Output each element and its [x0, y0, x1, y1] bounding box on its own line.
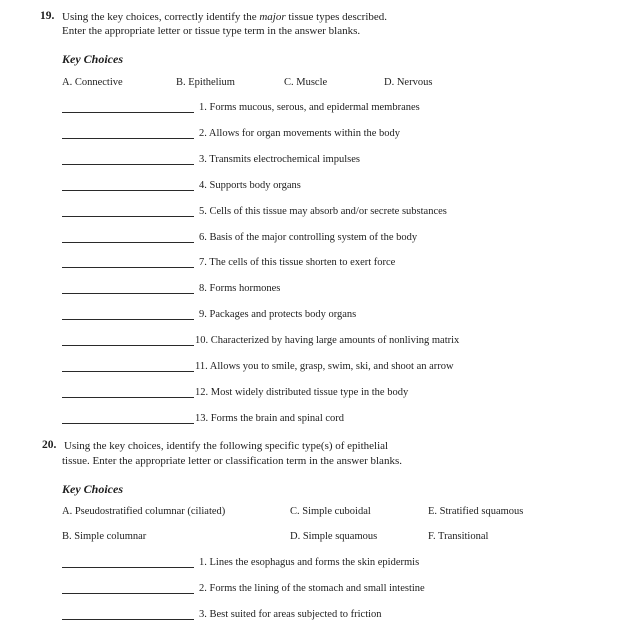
- q19-answer-blank[interactable]: [62, 319, 194, 320]
- q19-answer-blank[interactable]: [62, 138, 194, 139]
- q19-answer-blank[interactable]: [62, 164, 194, 165]
- q19-item-text: 7. The cells of this tissue shorten to exert force: [199, 257, 396, 269]
- q19-answer-blank[interactable]: [62, 397, 194, 398]
- q19-item-text: 12. Most widely distributed tissue type in the body: [195, 386, 409, 398]
- q20-choice-a: A. Pseudostratified columnar (ciliated): [62, 506, 226, 517]
- q20-choice-d: D. Simple squamous: [290, 531, 378, 542]
- q19-answer-blank[interactable]: [62, 345, 194, 346]
- q20-answer-blank[interactable]: [62, 619, 194, 620]
- q19-choice-d: D. Nervous: [384, 77, 433, 88]
- question-19-number: 19.: [40, 10, 55, 22]
- q20-answer-blank[interactable]: [62, 567, 194, 568]
- q19-item-text: 10. Characterized by having large amounts of nonliving matrix: [195, 335, 460, 347]
- q19-answer-blank[interactable]: [62, 267, 194, 268]
- question-20-instruction-line2: tissue. Enter the appropriate letter or classification term in the answer blanks.: [62, 455, 402, 467]
- q19-answer-blank[interactable]: [62, 242, 194, 243]
- q19-item-text: 3. Transmits electrochemical impulses: [199, 153, 360, 165]
- q19-answer-blank[interactable]: [62, 371, 194, 372]
- q20-choice-c: C. Simple cuboidal: [290, 506, 371, 517]
- q19-item-text: 5. Cells of this tissue may absorb and/or secrete substances: [199, 205, 447, 217]
- q19-answer-blank[interactable]: [62, 216, 194, 217]
- q19-item-text: 11. Allows you to smile, grasp, swim, ski, and shoot an arrow: [195, 361, 454, 372]
- q19-item-text: 2. Allows for organ movements within the body: [199, 127, 401, 139]
- q20-choice-b: B. Simple columnar: [62, 531, 147, 542]
- q19-choice-b: B. Epithelium: [176, 77, 235, 88]
- q20-item-text: 2. Forms the lining of the stomach and small intestine: [199, 583, 425, 594]
- q19-answer-blank[interactable]: [62, 112, 194, 113]
- question-19-instruction-line1: [62, 11, 387, 23]
- instr-emphasis: major: [259, 11, 286, 23]
- q19-item-text: 6. Basis of the major controlling system of the body: [199, 231, 418, 243]
- q19-item-text: 13. Forms the brain and spinal cord: [195, 412, 345, 424]
- q19-answer-blank[interactable]: [62, 293, 194, 294]
- q19-item-text: 4. Supports body organs: [199, 179, 301, 191]
- q20-item-text: 3. Best suited for areas subjected to friction: [199, 609, 382, 620]
- question-19-key-choices-heading: Key Choices: [62, 52, 123, 66]
- instr-post: tissue types described.: [285, 11, 388, 23]
- q19-answer-blank[interactable]: [62, 423, 194, 424]
- question-20-instruction-line1: Using the key choices, identify the following specific type(s) of epithelial: [64, 440, 389, 452]
- q20-choice-e: E. Stratified squamous: [428, 506, 524, 517]
- q19-item-text: 8. Forms hormones: [199, 283, 281, 295]
- q19-choice-c: C. Muscle: [284, 77, 328, 88]
- instr-pre: Using the key choices, correctly identify the: [62, 11, 260, 23]
- q19-answer-blank[interactable]: [62, 190, 194, 191]
- question-20-number: 20.: [42, 439, 57, 451]
- q19-item-text: 9. Packages and protects body organs: [199, 309, 357, 321]
- q20-answer-blank[interactable]: [62, 593, 194, 594]
- question-19-instruction-line2: Enter the appropriate letter or tissue type term in the answer blanks.: [62, 25, 361, 37]
- question-20-key-choices-heading: Key Choices: [62, 482, 123, 496]
- q19-item-text: 1. Forms mucous, serous, and epidermal membranes: [199, 102, 420, 113]
- q19-choice-a: A. Connective: [62, 77, 123, 88]
- q20-choice-f: F. Transitional: [428, 531, 489, 542]
- q20-item-text: 1. Lines the esophagus and forms the skin epidermis: [199, 557, 420, 568]
